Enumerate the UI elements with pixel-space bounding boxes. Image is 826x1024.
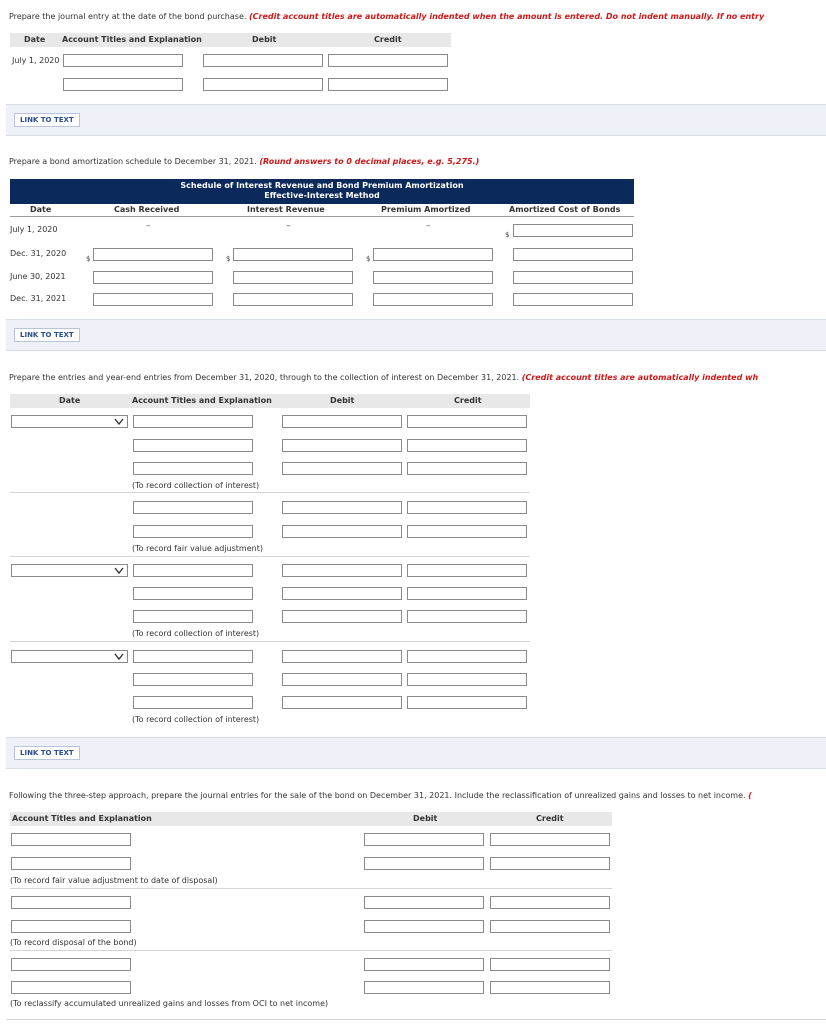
dollar-sign: $ (366, 255, 371, 263)
header-cash-received: Cash Received (114, 205, 180, 214)
account-field[interactable] (133, 525, 253, 538)
entry-memo: (To record collection of interest) (132, 629, 260, 638)
section3-prompt (9, 373, 758, 382)
account-field[interactable] (133, 673, 253, 686)
credit-field[interactable] (328, 78, 448, 91)
premium-amortized-field[interactable] (373, 248, 493, 261)
header-date: Date (30, 205, 52, 214)
interest-revenue-field[interactable] (233, 248, 353, 261)
header-debit: Debit (252, 35, 277, 44)
credit-field[interactable] (407, 439, 527, 452)
schedule-row-date: June 30, 2021 (10, 272, 66, 281)
credit-field[interactable] (407, 501, 527, 514)
entry-separator (10, 888, 612, 889)
link-band (6, 104, 826, 136)
section2-prompt-text: Prepare a bond amortization schedule to December 31, 2021. (9, 157, 257, 166)
debit-field[interactable] (364, 958, 484, 971)
interest-revenue-field[interactable] (233, 293, 353, 306)
account-field[interactable] (133, 610, 253, 623)
debit-field[interactable] (203, 54, 323, 67)
credit-field[interactable] (490, 833, 610, 846)
entry-memo: (To reclassify accumulated unrealized gains and losses from OCI to net income) (10, 999, 329, 1008)
premium-amortized-field[interactable] (373, 271, 493, 284)
header-credit: Credit (536, 814, 564, 823)
section1-prompt (9, 12, 764, 21)
debit-field[interactable] (364, 981, 484, 994)
header-date: Date (59, 396, 81, 405)
account-field[interactable] (133, 439, 253, 452)
account-field[interactable] (133, 587, 253, 600)
header-account: Account Titles and Explanation (132, 396, 272, 405)
header-debit: Debit (330, 396, 355, 405)
link-to-text-button[interactable]: LINK TO TEXT (14, 113, 80, 127)
section1-prompt-text: Prepare the journal entry at the date of the bond purchase. (9, 12, 247, 21)
amortized-cost-field[interactable] (513, 224, 633, 237)
chevron-down-icon (114, 417, 124, 426)
entry-separator (10, 950, 612, 951)
header-credit: Credit (454, 396, 482, 405)
section1-header-row (10, 33, 451, 47)
entry-memo: (To record fair value adjustment to date of disposal) (10, 876, 218, 885)
date-dropdown[interactable] (11, 650, 128, 663)
entry-separator (10, 641, 530, 642)
debit-field[interactable] (203, 78, 323, 91)
header-premium-amortized: Premium Amortized (381, 205, 471, 214)
entry-memo: (To record collection of interest) (132, 715, 260, 724)
debit-field[interactable] (364, 896, 484, 909)
dollar-sign: $ (226, 255, 231, 263)
entry-date: July 1, 2020 (12, 56, 60, 65)
header-amortized-cost: Amortized Cost of Bonds (509, 205, 621, 214)
cash-received-field[interactable] (93, 248, 213, 261)
account-field[interactable] (63, 78, 183, 91)
credit-field[interactable] (407, 610, 527, 623)
credit-field[interactable] (407, 650, 527, 663)
header-debit: Debit (413, 814, 438, 823)
schedule-row-date: Dec. 31, 2021 (10, 294, 67, 303)
credit-field[interactable] (490, 857, 610, 870)
credit-field[interactable] (407, 587, 527, 600)
header-interest-revenue: Interest Revenue (247, 205, 325, 214)
chevron-down-icon (114, 652, 124, 661)
premium-amortized-field[interactable] (373, 293, 493, 306)
account-field[interactable] (11, 981, 131, 994)
schedule-row-date: Dec. 31, 2020 (10, 249, 67, 258)
credit-field[interactable] (490, 896, 610, 909)
date-dropdown[interactable] (11, 564, 128, 577)
dollar-sign: $ (86, 255, 91, 263)
amortized-cost-field[interactable] (513, 271, 633, 284)
link-band (6, 737, 826, 769)
schedule-header-row (10, 204, 634, 217)
credit-field[interactable] (407, 696, 527, 709)
debit-field[interactable] (282, 673, 402, 686)
section4-prompt-text: Following the three-step approach, prepare the journal entries for the sale of the bond on December 31, 2021. Include the reclassification of unrealized gains and losses to net income. (9, 791, 746, 800)
section2-note: (Round answers to 0 decimal places, e.g. 5,275.) (259, 157, 480, 166)
account-field[interactable] (11, 920, 131, 933)
section3-header-row (10, 394, 530, 408)
link-to-text-button[interactable]: LINK TO TEXT (14, 746, 80, 760)
account-field[interactable] (133, 696, 253, 709)
debit-field[interactable] (282, 564, 402, 577)
debit-field[interactable] (282, 610, 402, 623)
section3-prompt-text: Prepare the entries and year-end entries from December 31, 2020, through to the collection of interest on December 31, 2021. (9, 373, 520, 382)
schedule-title-line2: Effective-Interest Method (264, 191, 380, 200)
credit-field[interactable] (407, 462, 527, 475)
account-field[interactable] (11, 896, 131, 909)
schedule-row-date: July 1, 2020 (10, 225, 58, 234)
empty-cell-dash: – (146, 221, 151, 231)
debit-field[interactable] (282, 696, 402, 709)
account-field[interactable] (133, 650, 253, 663)
cash-received-field[interactable] (93, 271, 213, 284)
credit-field[interactable] (490, 981, 610, 994)
date-dropdown[interactable] (11, 415, 128, 428)
entry-separator (10, 492, 530, 493)
debit-field[interactable] (364, 857, 484, 870)
link-to-text-button[interactable]: LINK TO TEXT (14, 328, 80, 342)
credit-field[interactable] (490, 920, 610, 933)
entry-memo: (To record collection of interest) (132, 481, 260, 490)
debit-field[interactable] (282, 462, 402, 475)
account-field[interactable] (133, 564, 253, 577)
dollar-sign: $ (505, 231, 510, 239)
credit-field[interactable] (407, 564, 527, 577)
section4-header-row (10, 812, 612, 826)
link-band (6, 319, 826, 351)
account-field[interactable] (11, 833, 131, 846)
credit-field[interactable] (407, 525, 527, 538)
section4-prompt (9, 791, 752, 800)
account-field[interactable] (11, 857, 131, 870)
debit-field[interactable] (282, 525, 402, 538)
empty-cell-dash: – (286, 221, 291, 231)
amortized-cost-field[interactable] (513, 248, 633, 261)
account-field[interactable] (63, 54, 183, 67)
header-account: Account Titles and Explanation (62, 35, 202, 44)
cash-received-field[interactable] (93, 293, 213, 306)
header-account: Account Titles and Explanation (12, 814, 152, 823)
debit-field[interactable] (282, 501, 402, 514)
entry-memo: (To record disposal of the bond) (10, 938, 137, 947)
chevron-down-icon (114, 566, 124, 575)
schedule-title-line1: Schedule of Interest Revenue and Bond Premium Amortization (180, 181, 464, 190)
empty-cell-dash: – (426, 221, 431, 231)
account-field[interactable] (11, 958, 131, 971)
account-field[interactable] (133, 462, 253, 475)
entry-separator (10, 556, 530, 557)
credit-field[interactable] (328, 54, 448, 67)
debit-field[interactable] (282, 415, 402, 428)
credit-field[interactable] (490, 958, 610, 971)
amortized-cost-field[interactable] (513, 293, 633, 306)
entry-memo: (To record fair value adjustment) (132, 544, 263, 553)
interest-revenue-field[interactable] (233, 271, 353, 284)
debit-field[interactable] (282, 587, 402, 600)
section3-note: (Credit account titles are automatically indented wh (521, 373, 759, 382)
debit-field[interactable] (282, 650, 402, 663)
section1-note: (Credit account titles are automatically indented when the amount is entered. Do not indent manually. If no entry (248, 12, 765, 21)
debit-field[interactable] (282, 439, 402, 452)
credit-field[interactable] (407, 673, 527, 686)
account-field[interactable] (133, 501, 253, 514)
section2-prompt (9, 157, 479, 166)
section4-note: ( (748, 791, 752, 800)
debit-field[interactable] (364, 920, 484, 933)
entry-separator (6, 1019, 826, 1020)
header-credit: Credit (374, 35, 402, 44)
account-field[interactable] (133, 415, 253, 428)
schedule-title (10, 179, 634, 204)
header-date: Date (24, 35, 46, 44)
credit-field[interactable] (407, 415, 527, 428)
debit-field[interactable] (364, 833, 484, 846)
